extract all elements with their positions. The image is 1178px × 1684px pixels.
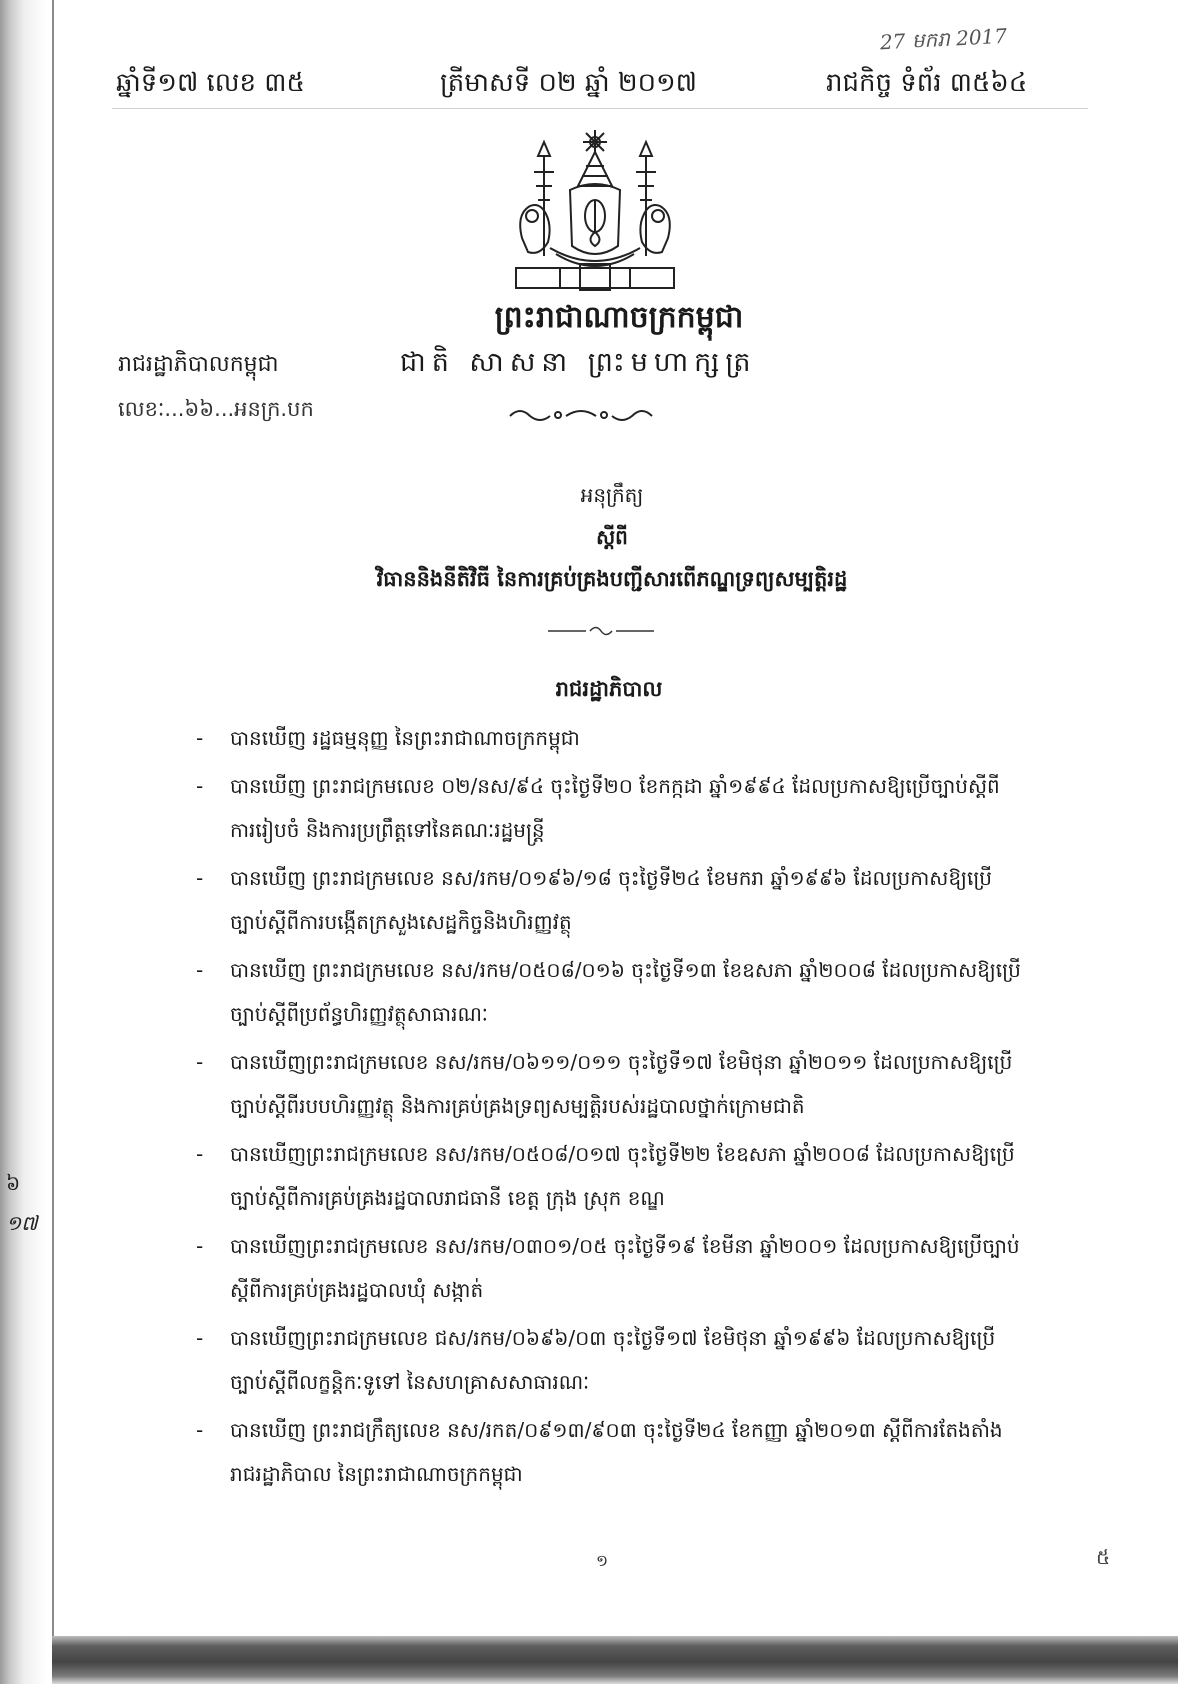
scan-shadow: [0, 0, 46, 1684]
recital-line: បានឃើញ ព្រះរាជក្រឹត្យលេខ នស/រកត/០៩១៣/៩០៣ ចុះថ្ងៃទី២៤ ខែកញ្ញា ឆ្នាំ២០១៣ ស្ដីពីការតែងតាំង: [230, 1418, 1003, 1442]
list-dash: -: [196, 866, 204, 890]
about-label: ស្ដីពី: [596, 525, 628, 549]
list-dash: -: [196, 1234, 204, 1258]
corner-mark: ៥: [1096, 1545, 1111, 1569]
page-edge: [52, 0, 54, 1640]
recital-line: បានឃើញព្រះរាជក្រមលេខ នស/រកម/០៦១១/០១១ ចុះថ្ងៃទី១៧ ខែមិថុនា ឆ្នាំ២០១១ ដែលប្រកាសឱ្យប្រើ: [230, 1050, 1013, 1074]
recital-line: បានឃើញ ព្រះរាជក្រមលេខ ០២/នស/៩៤ ចុះថ្ងៃទី២០ ខែកក្កដា ឆ្នាំ១៩៩៤ ដែលប្រកាសឱ្យប្រើច្បាប់ស្ដីពី: [230, 774, 1000, 798]
recital-line: បានឃើញព្រះរាជក្រមលេខ នស/រកម/០៥០៨/០១៧ ចុះថ្ងៃទី២២ ខែឧសភា ឆ្នាំ២០០៨ ដែលប្រកាសឱ្យប្រើ: [230, 1142, 1015, 1166]
issuer-heading: រាជរដ្ឋាភិបាល: [555, 677, 663, 701]
section-divider-icon: [546, 624, 656, 638]
list-dash: -: [196, 1050, 204, 1074]
recital-item: [196, 1132, 1046, 1220]
list-dash: -: [196, 774, 204, 798]
margin-note: ៦: [6, 1171, 21, 1195]
kingdom-title: ព្រះរាជាណាចក្រកម្ពុជា: [494, 300, 744, 335]
recital-item: [196, 856, 1046, 944]
gazette-page-ref: រាជកិច្ច ទំព័រ ៣៥៦៤: [826, 68, 1028, 98]
reference-number: លេខៈ...៦៦...អនក្រ.បក: [118, 397, 314, 421]
recital-line: ការរៀបចំ និងការប្រព្រឹត្តទៅនៃគណៈរដ្ឋមន្ត្រី: [230, 818, 545, 842]
recital-item: [196, 1408, 1046, 1496]
list-dash: -: [196, 1326, 204, 1350]
recital-line: ច្បាប់ស្ដីពីរបបហិរញ្ញវត្ថុ និងការគ្រប់គ្រងទ្រព្យសម្បត្តិរបស់រដ្ឋបាលថ្នាក់ក្រោមជាតិ: [230, 1094, 805, 1118]
royal-coat-of-arms-icon: [500, 128, 690, 298]
document-type: អនុក្រឹត្យ: [580, 483, 644, 507]
recital-line: ច្បាប់ស្ដីពីលក្ខន្តិកៈទូទៅ នៃសហគ្រាសសាធារណៈ: [230, 1370, 590, 1394]
page-number: ១: [596, 1551, 609, 1570]
scan-bottom-edge: [52, 1636, 1178, 1684]
recital-line: បានឃើញ រដ្ឋធម្មនុញ្ញ នៃព្រះរាជាណាចក្រកម្ពុជា: [230, 726, 580, 750]
recital-line: ច្បាប់ស្ដីពីប្រព័ន្ធហិរញ្ញវត្ថុសាធារណៈ: [230, 1002, 488, 1026]
list-dash: -: [196, 1142, 204, 1166]
recital-item: [196, 716, 1046, 760]
gazette-period: ត្រីមាសទី ០២ ឆ្នាំ ២០១៧: [440, 68, 697, 98]
header-divider: [112, 108, 1088, 109]
handwritten-date: 27 មករា 2017: [879, 23, 1008, 55]
list-dash: -: [196, 726, 204, 750]
recital-line: បានឃើញព្រះរាជក្រមលេខ នស/រកម/០៣០១/០៥ ចុះថ្ងៃទី១៩ ខែមីនា ឆ្នាំ២០០១ ដែលប្រកាសឱ្យប្រើច្បាប់: [230, 1234, 1020, 1258]
recital-line: ច្បាប់ស្ដីពីការបង្កើតក្រសួងសេដ្ឋកិច្ចនិងហិរញ្ញវត្ថុ: [230, 910, 572, 934]
document-subject: វិធាននិងនីតិវិធី នៃការគ្រប់គ្រងបញ្ជីសារពើភណ្ឌទ្រព្យសម្បត្តិរដ្ឋ: [376, 567, 848, 591]
recital-line: បានឃើញ ព្រះរាជក្រមលេខ នស/រកម/០១៩៦/១៨ ចុះថ្ងៃទី២៤ ខែមករា ឆ្នាំ១៩៩៦ ដែលប្រកាសឱ្យប្រើ: [230, 866, 992, 890]
government-name: រាជរដ្ឋាភិបាលកម្ពុជា: [118, 352, 279, 377]
recital-item: [196, 948, 1046, 1036]
recital-line: ច្បាប់ស្ដីពីការគ្រប់គ្រងរដ្ឋបាលរាជធានី ខេត្ត ក្រុង ស្រុក ខណ្ឌ: [230, 1186, 665, 1210]
recital-item: [196, 1224, 1046, 1312]
list-dash: -: [196, 1418, 204, 1442]
recital-line: បានឃើញព្រះរាជក្រមលេខ ជស/រកម/០៦៩៦/០៣ ចុះថ្ងៃទី១៧ ខែមិថុនា ឆ្នាំ១៩៩៦ ដែលប្រកាសឱ្យប្រើ: [230, 1326, 996, 1350]
motto-ornament-icon: [506, 404, 656, 426]
gazette-issue: ឆ្នាំទី១៧ លេខ ៣៥: [116, 68, 305, 98]
list-dash: -: [196, 958, 204, 982]
recital-line: ស្ដីពីការគ្រប់គ្រងរដ្ឋបាលឃុំ សង្កាត់: [230, 1278, 484, 1302]
margin-note: ១៧: [6, 1211, 38, 1235]
recital-item: [196, 1040, 1046, 1128]
recital-line: រាជរដ្ឋាភិបាល នៃព្រះរាជាណាចក្រកម្ពុជា: [230, 1462, 523, 1486]
recital-item: [196, 1316, 1046, 1404]
recital-line: បានឃើញ ព្រះរាជក្រមលេខ នស/រកម/០៥០៨/០១៦ ចុះថ្ងៃទី១៣ ខែឧសភា ឆ្នាំ២០០៨ ដែលប្រកាសឱ្យប្រើ: [230, 958, 1021, 982]
recital-item: [196, 764, 1046, 852]
recitals-list: [196, 716, 1046, 1500]
national-motto: ជាតិ សាសនា ព្រះមហាក្សត្រ: [400, 347, 757, 378]
